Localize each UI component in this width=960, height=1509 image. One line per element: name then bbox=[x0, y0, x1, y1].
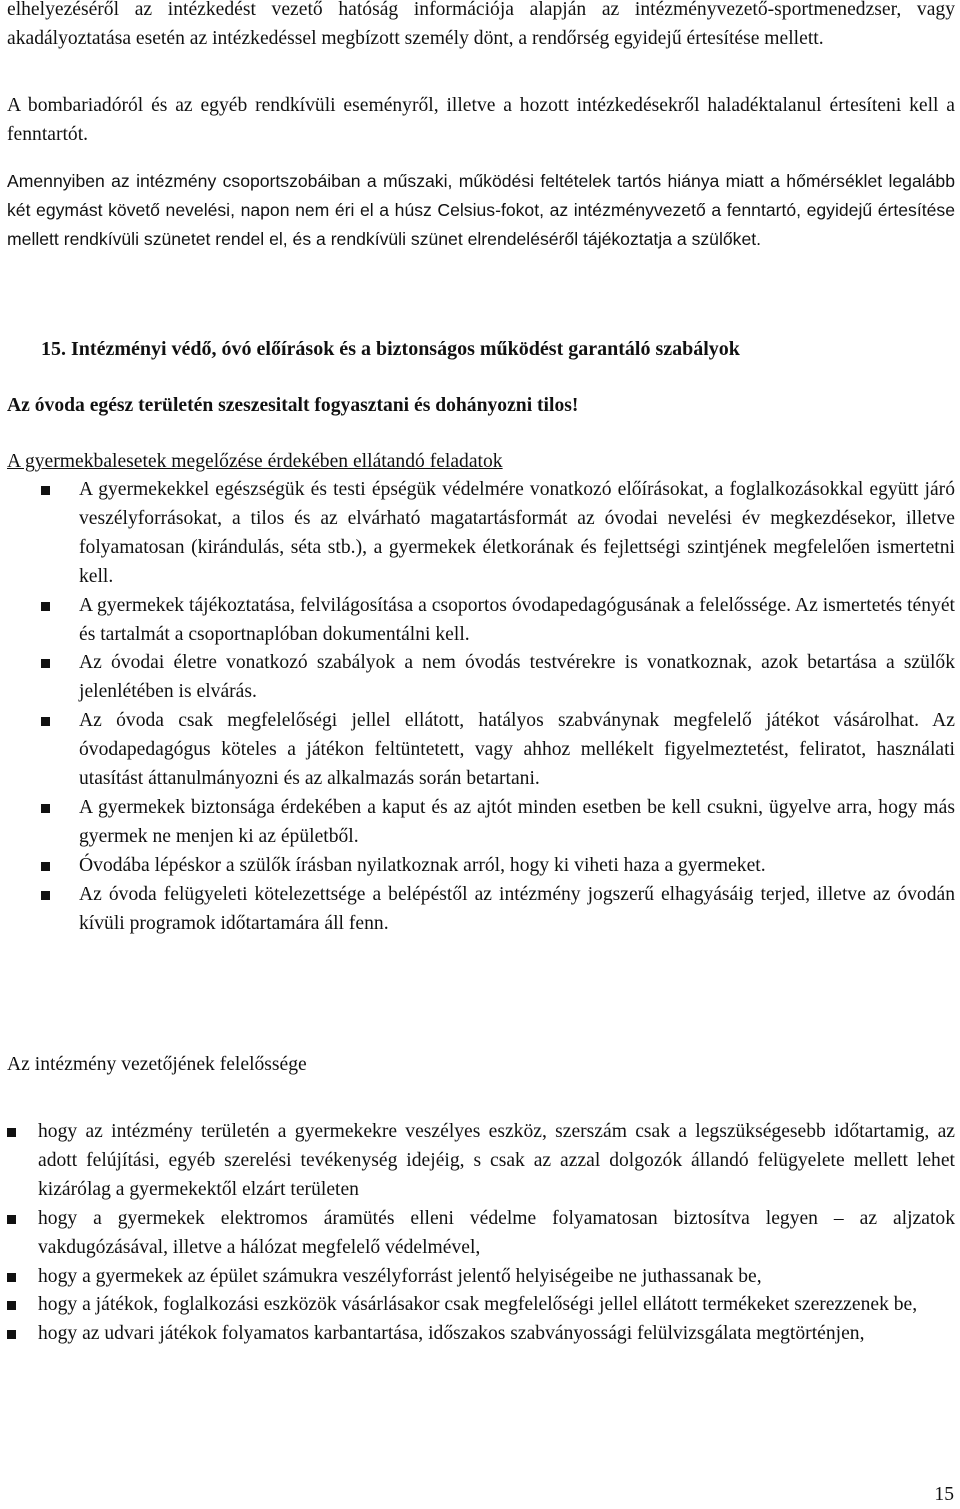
list-item bbox=[7, 1320, 955, 1349]
square-bullet-icon bbox=[41, 486, 50, 495]
list-item bbox=[7, 794, 955, 852]
accident-heading-text: A gyermekbalesetek megelőzése érdekében ellátandó feladatok bbox=[7, 451, 503, 472]
square-bullet-icon bbox=[41, 602, 50, 611]
list-item bbox=[7, 1291, 955, 1320]
list-item bbox=[7, 592, 955, 650]
smoking-rule bbox=[7, 392, 955, 420]
paragraph-evacuation bbox=[7, 0, 955, 54]
square-bullet-icon bbox=[41, 804, 50, 813]
list-item-text: hogy a gyermekek elektromos áramütés elleni védelme folyamatosan biztosítva legyen – az aljzatok vakdugózásával, illetve a hálózat megfelelő védelmével, bbox=[38, 1207, 955, 1258]
list-item-text: A gyermekek tájékoztatása, felvilágosítása a csoportos óvodapedagógusának a felelőssége. Az ismertetés tényét és tartalmát a csoportnaplóban dokumentálni kell. bbox=[79, 594, 955, 645]
list-item bbox=[7, 707, 955, 794]
section-heading-15 bbox=[7, 334, 955, 364]
square-bullet-icon bbox=[7, 1330, 16, 1339]
section-title: 15. Intézményi védő, óvó előírások és a biztonságos működést garantáló szabályok bbox=[41, 338, 740, 360]
square-bullet-icon bbox=[41, 659, 50, 668]
list-item bbox=[7, 1263, 955, 1292]
paragraph-text: elhelyezéséről az intézkedést vezető hatóság információja alapján az intézményvezető-sportmenedzser, vagy akadályoztatása esetén az intézkedéssel megbízott személy dönt, a rendőrség egyidejű értesítése mellett. bbox=[7, 0, 955, 49]
square-bullet-icon bbox=[7, 1128, 16, 1137]
square-bullet-icon bbox=[7, 1273, 16, 1282]
accident-list bbox=[7, 476, 955, 939]
smoking-rule-text: Az óvoda egész területén szeszesitalt fogyasztani és dohányozni tilos! bbox=[7, 395, 579, 416]
list-item bbox=[7, 1205, 955, 1263]
square-bullet-icon bbox=[7, 1215, 16, 1224]
list-item-text: Az óvoda csak megfelelőségi jellel ellátott, hatályos szabványnak megfelelő játékot vásárolhat. Az óvodapedagógus köteles a játékon feltüntetett, vagy ahhoz mellékelt figyelmeztetést, feliratot, használati utasítást áttanulmányozni és az alkalmazás során betartani. bbox=[79, 710, 955, 790]
director-heading bbox=[7, 1051, 955, 1080]
square-bullet-icon bbox=[41, 717, 50, 726]
list-item-text: Az óvodai életre vonatkozó szabályok a nem óvodás testvérekre is vonatkoznak, azok betartása a szülők jelenlétében is elvárás. bbox=[79, 652, 955, 703]
accident-heading bbox=[7, 448, 955, 477]
page-number: 15 bbox=[934, 1484, 954, 1505]
bullet-list bbox=[7, 1118, 955, 1349]
list-item-text: A gyermekekkel egészségük és testi épségük védelmére vonatkozó előírásokat, a foglalkozásokkal együtt járó veszélyforrásokat, a tilos és az elvárható magatartásformát az óvodai nevelési év megkezdésekor, illetve folyamatosan (kirándulás, séta stb.), a gyermekek életkorának és fejlettségi szintjének megfelelően ismertetni kell. bbox=[79, 479, 955, 587]
list-item-text: hogy az udvari játékok folyamatos karbantartása, időszakos szabványossági felülvizsgálata megtörténjen, bbox=[38, 1323, 865, 1345]
square-bullet-icon bbox=[41, 891, 50, 900]
paragraph-text: Amennyiben az intézmény csoportszobáiban a műszaki, működési feltételek tartós hiánya miatt a hőmérséklet legalább két egymást követő nevelési, napon nem éri el a húsz Celsius-fokot, az intézményvezető a fenntartó, egyidejű értesítése mellett rendkívüli szünetet rendel el, és a rendkívüli szünet elrendeléséről tájékoztatja a szülőket. bbox=[7, 171, 955, 249]
paragraph-temperature bbox=[7, 167, 955, 254]
bullet-list bbox=[7, 476, 955, 939]
director-list bbox=[7, 1118, 955, 1349]
list-item-text: hogy a gyermekek az épület számukra veszélyforrást jelentő helyiségeibe ne juthassanak be, bbox=[38, 1265, 762, 1287]
list-item bbox=[7, 649, 955, 707]
square-bullet-icon bbox=[7, 1301, 16, 1310]
paragraph-bomb-alert bbox=[7, 92, 955, 150]
paragraph-text: A bombariadóról és az egyéb rendkívüli eseményről, illetve a hozott intézkedésekről haladéktalanul értesíteni kell a fenntartót. bbox=[7, 95, 955, 145]
director-heading-text: Az intézmény vezetőjének felelőssége bbox=[7, 1054, 307, 1075]
list-item bbox=[7, 881, 955, 939]
list-item-text: hogy a játékok, foglalkozási eszközök vásárlásakor csak megfelelőségi jellel ellátott termékeket szerezzenek be, bbox=[38, 1294, 918, 1316]
list-item bbox=[7, 852, 955, 881]
list-item-text: Óvodába lépéskor a szülők írásban nyilatkoznak arról, hogy ki viheti haza a gyermeket. bbox=[79, 854, 766, 876]
list-item bbox=[7, 1118, 955, 1205]
list-item bbox=[7, 476, 955, 592]
list-item-text: A gyermekek biztonsága érdekében a kaput és az ajtót minden esetben be kell csukni, ügyelve arra, hogy más gyermek ne menjen ki az épületből. bbox=[79, 796, 955, 847]
list-item-text: hogy az intézmény területén a gyermekekre veszélyes eszköz, szerszám csak a legszükségesebb időtartamig, az adott felújítási, egyéb szerelési tevékenység idejéig, s csak az azzal dolgozók állandó felügyelete mellett lehet kizárólag a gyermekektől elzárt területen bbox=[38, 1121, 955, 1200]
square-bullet-icon bbox=[41, 862, 50, 871]
list-item-text: Az óvoda felügyeleti kötelezettsége a belépéstől az intézmény jogszerű elhagyásáig terjed, illetve az óvodán kívüli programok időtartamára áll fenn. bbox=[79, 883, 955, 934]
